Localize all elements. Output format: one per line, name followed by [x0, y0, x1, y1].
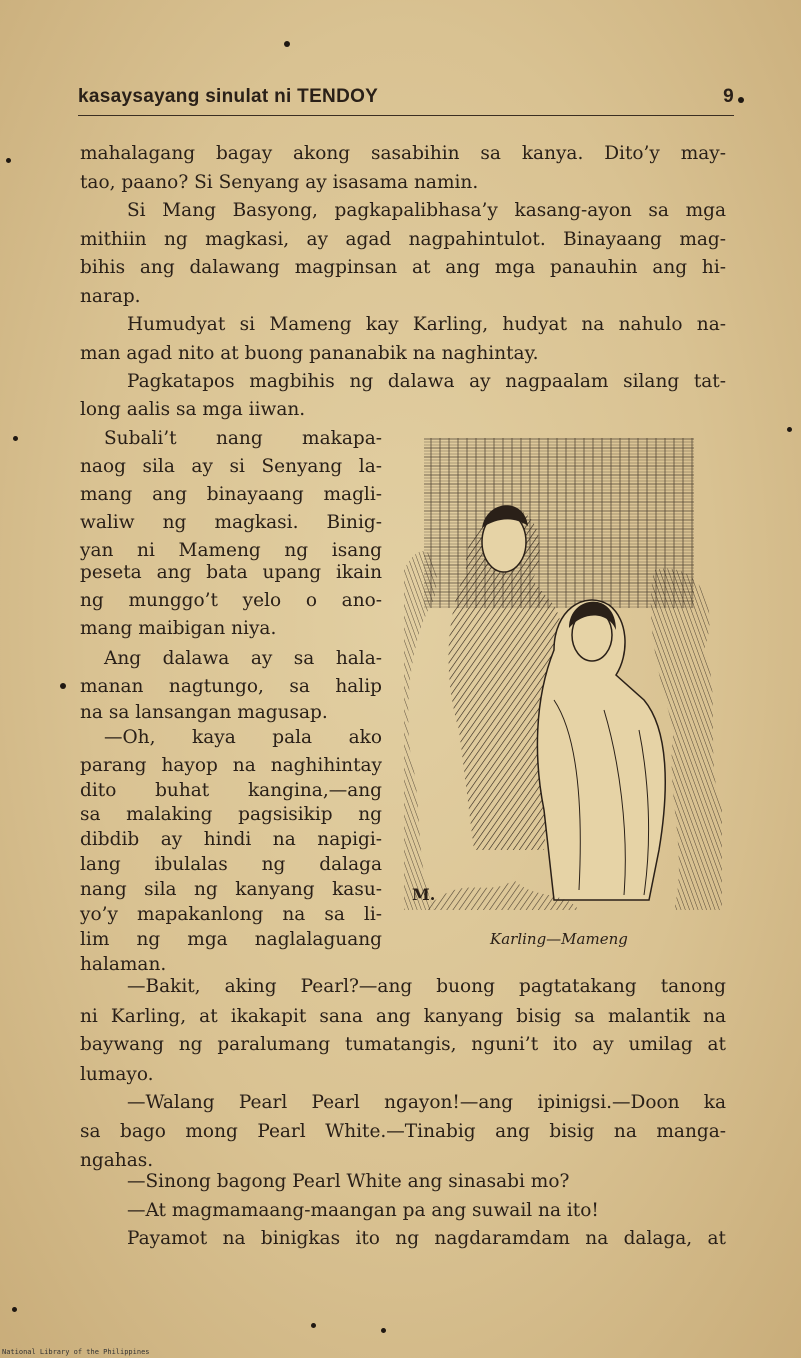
- text-line: sa bago mong Pearl White.—Tinabig ang bisig na manga-: [80, 1121, 726, 1142]
- text-line: —Bakit, aking Pearl?—ang buong pagtatakang tanong: [127, 976, 726, 997]
- text-line: narap.: [80, 286, 141, 307]
- scan-speck: [284, 41, 290, 47]
- text-line: —Sinong bagong Pearl White ang sinasabi mo?: [127, 1171, 570, 1192]
- figure-caption: Karling—Mameng: [490, 930, 628, 948]
- text-line: Payamot na binigkas ito ng nagdaramdam na dalaga, at: [127, 1228, 726, 1249]
- text-line: sa malaking pagsisikip ng: [80, 804, 382, 825]
- text-line: tao, paano? Si Senyang ay isasama namin.: [80, 172, 479, 193]
- text-line: lang ibulalas ng dalaga: [80, 854, 382, 875]
- text-line: ng munggo’t yelo o ano-: [80, 590, 382, 611]
- text-line: man agad nito at buong pananabik na naghintay.: [80, 343, 539, 364]
- scan-speck: [381, 1328, 386, 1333]
- text-line: Subali’t nang makapa-: [104, 428, 382, 449]
- text-line: lim ng mga naglalaguang: [80, 929, 382, 950]
- text-line: dibdib ay hindi na napigi-: [80, 829, 382, 850]
- text-line: Si Mang Basyong, pagkapalibhasa’y kasang-ayon sa mga: [127, 200, 726, 221]
- text-line: mithiin ng magkasi, ay agad nagpahintulot. Binayaang mag-: [80, 229, 726, 250]
- library-credit: National Library of the Philippines: [2, 1348, 150, 1356]
- scan-speck: [311, 1323, 316, 1328]
- scan-speck: [787, 427, 792, 432]
- text-line: mang ang binayaang magli-: [80, 484, 382, 505]
- text-line: —At magmamaang-maangan pa ang suwail na ito!: [127, 1200, 599, 1221]
- text-line: yan ni Mameng ng isang: [80, 540, 382, 561]
- text-line: —Walang Pearl Pearl ngayon!—ang ipinigsi.—Doon ka: [127, 1092, 726, 1113]
- karling-mameng-illustration: [404, 430, 722, 922]
- text-line: —Oh, kaya pala ako: [104, 727, 382, 748]
- header-rule: [78, 115, 734, 116]
- text-line: long aalis sa mga iiwan.: [80, 399, 306, 420]
- text-line: peseta ang bata upang ikain: [80, 562, 382, 583]
- scan-speck: [738, 97, 744, 103]
- text-line: yo’y mapakanlong na sa li-: [80, 904, 382, 925]
- text-line: halaman.: [80, 954, 167, 975]
- text-line: naog sila ay si Senyang la-: [80, 456, 382, 477]
- running-header: [78, 86, 734, 112]
- page-number: 9: [723, 86, 734, 107]
- text-line: ngahas.: [80, 1150, 154, 1171]
- text-line: manan nagtungo, sa halip: [80, 676, 382, 697]
- scan-speck: [12, 1307, 17, 1312]
- text-line: ni Karling, at ikakapit sana ang kanyang bisig sa malantik na: [80, 1006, 726, 1027]
- text-line: Pagkatapos magbihis ng dalawa ay nagpaalam silang tat-: [127, 371, 726, 392]
- scan-speck: [6, 158, 11, 163]
- text-line: mang maibigan niya.: [80, 618, 277, 639]
- text-line: bihis ang dalawang magpinsan at ang mga panauhin ang hi-: [80, 257, 726, 278]
- artist-monogram: M.: [412, 885, 436, 904]
- text-line: parang hayop na naghihintay: [80, 755, 382, 776]
- text-line: baywang ng paralumang tumatangis, nguni’t ito ay umilag at: [80, 1034, 726, 1055]
- scan-speck: [13, 436, 18, 441]
- scan-speck: [60, 683, 66, 689]
- text-line: lumayo.: [80, 1064, 154, 1085]
- text-line: mahalagang bagay akong sasabihin sa kanya. Dito’y may-: [80, 143, 726, 164]
- text-line: waliw ng magkasi. Binig-: [80, 512, 382, 533]
- running-title: kasaysayang sinulat ni TENDOY: [78, 86, 379, 107]
- text-line: Ang dalawa ay sa hala-: [104, 648, 382, 669]
- text-line: na sa lansangan magusap.: [80, 702, 328, 723]
- text-line: nang sila ng kanyang kasu-: [80, 879, 382, 900]
- text-line: dito buhat kangina,—ang: [80, 780, 382, 801]
- text-line: Humudyat si Mameng kay Karling, hudyat na nahulo na-: [127, 314, 726, 335]
